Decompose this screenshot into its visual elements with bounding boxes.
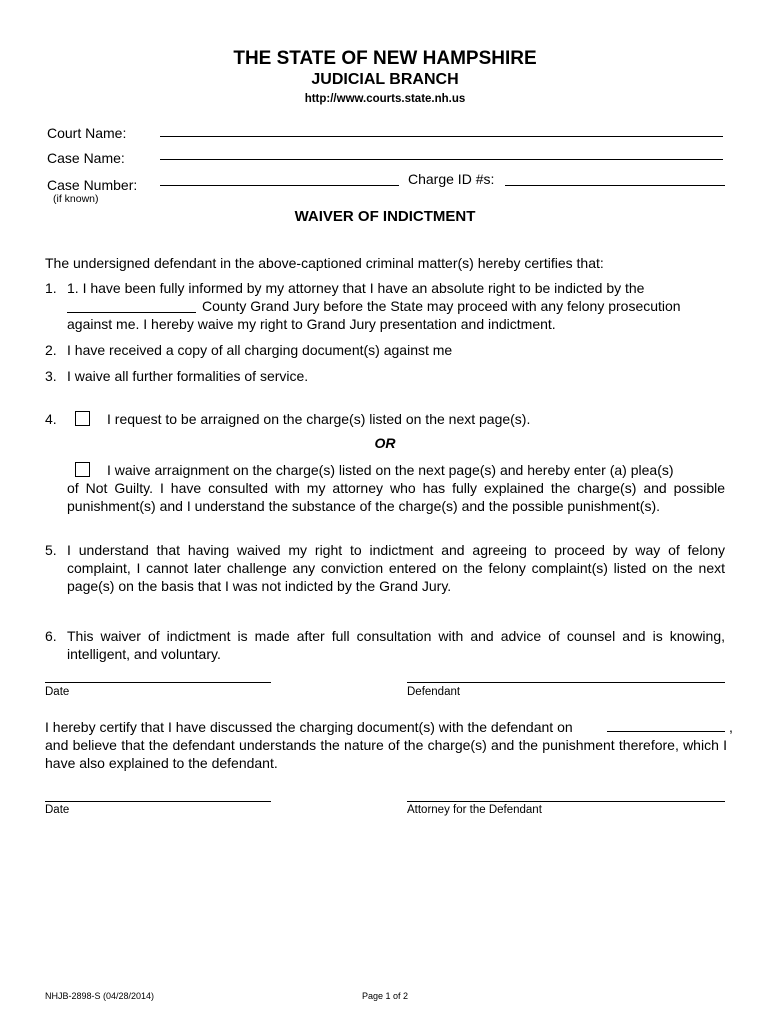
form-title: WAIVER OF INDICTMENT bbox=[294, 208, 476, 225]
state-title: THE STATE OF NEW HAMPSHIRE bbox=[233, 48, 537, 69]
item2-number: 2. bbox=[45, 342, 57, 358]
page-number: Page 1 of 2 bbox=[362, 991, 409, 1001]
item4-option-b-rest: of Not Guilty. I have consulted with my attorney who has fully explained the charge(s) and possible punishment(s) and I understand the substance of the charge(s) and the possible punishment(s). bbox=[67, 480, 725, 514]
or-label: OR bbox=[374, 435, 396, 451]
item1-number: 1. bbox=[45, 280, 57, 296]
consultation-date-field[interactable] bbox=[607, 731, 725, 732]
attorney-date-line[interactable] bbox=[45, 801, 271, 802]
arraign-checkbox[interactable] bbox=[75, 411, 90, 426]
attorney-date-label: Date bbox=[45, 804, 70, 816]
attorney-signature-line[interactable] bbox=[407, 801, 725, 802]
certification-comma: , bbox=[729, 719, 733, 735]
item4-number: 4. bbox=[45, 411, 57, 427]
charge-id-label: Charge ID #s: bbox=[408, 171, 495, 187]
item5-text: I understand that having waived my right to indictment and agreeing to proceed by way of felony complaint, I cannot later challenge any conviction entered on the felony complaint(s) listed on the next page(s) on the basis that I was not indicted by the Grand Jury. bbox=[67, 542, 725, 594]
defendant-date-label: Date bbox=[45, 686, 70, 698]
item6-text: This waiver of indictment is made after full consultation with and advice of counsel and is knowing, intelligent, and voluntary. bbox=[67, 628, 725, 662]
charge-id-field[interactable] bbox=[505, 185, 725, 186]
item6-number: 6. bbox=[45, 628, 57, 644]
item1-line3: against me. I hereby waive my right to Grand Jury presentation and indictment. bbox=[67, 316, 556, 332]
case-number-label: Case Number: bbox=[47, 177, 138, 193]
item3-text: I waive all further formalities of service. bbox=[67, 368, 309, 384]
item1-line1: 1. I have been fully informed by my attorney that I have an absolute right to be indicted by the bbox=[67, 280, 645, 296]
item2-text: I have received a copy of all charging document(s) against me bbox=[67, 342, 453, 358]
case-name-label: Case Name: bbox=[47, 150, 125, 166]
case-number-field[interactable] bbox=[160, 185, 399, 186]
item3-number: 3. bbox=[45, 368, 57, 384]
court-name-label: Court Name: bbox=[47, 125, 127, 141]
waive-arraignment-checkbox[interactable] bbox=[75, 462, 90, 477]
item4-option-a: I request to be arraigned on the charge(s) listed on the next page(s). bbox=[107, 411, 531, 427]
defendant-label: Defendant bbox=[407, 686, 461, 698]
item4-option-b-line1: I waive arraignment on the charge(s) listed on the next page(s) and hereby enter (a) plea(s) bbox=[107, 462, 674, 478]
county-field[interactable] bbox=[67, 312, 196, 313]
defendant-date-line[interactable] bbox=[45, 682, 271, 683]
item5-number: 5. bbox=[45, 542, 57, 558]
court-name-field[interactable] bbox=[160, 136, 723, 137]
intro-text: The undersigned defendant in the above-captioned criminal matter(s) hereby certifies that: bbox=[45, 255, 604, 271]
certification-line1: I hereby certify that I have discussed the charging document(s) with the defendant on bbox=[45, 719, 573, 735]
attorney-label: Attorney for the Defendant bbox=[407, 804, 542, 816]
defendant-signature-line[interactable] bbox=[407, 682, 725, 683]
form-id: NHJB-2898-S (04/28/2014) bbox=[45, 991, 155, 1001]
court-url: http://www.courts.state.nh.us bbox=[304, 93, 466, 105]
branch-title: JUDICIAL BRANCH bbox=[311, 71, 459, 88]
case-name-field[interactable] bbox=[160, 159, 723, 160]
case-number-note: (if known) bbox=[53, 193, 99, 205]
certification-rest: and believe that the defendant understands the nature of the charge(s) and the punishment therefore, which I have also explained to the defendant. bbox=[45, 737, 727, 771]
item1-line2: County Grand Jury before the State may proceed with any felony prosecution bbox=[202, 298, 681, 314]
